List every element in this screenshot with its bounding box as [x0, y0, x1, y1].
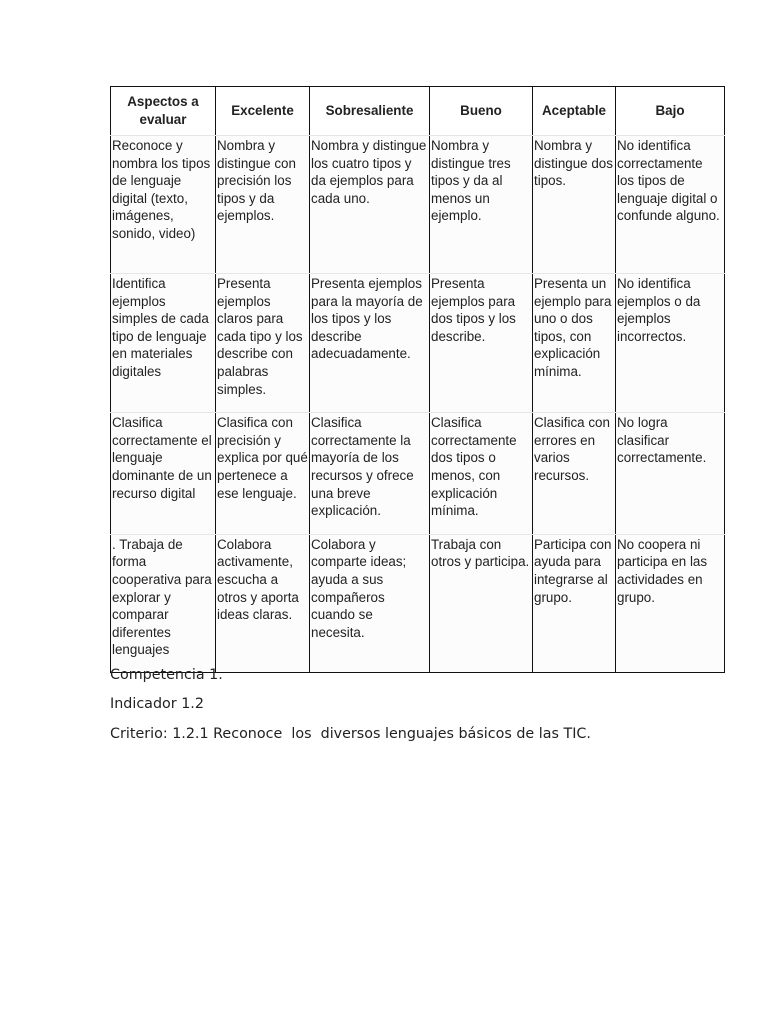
table-cell: Nombra y distingue tres tipos y da al menos un ejemplo. [430, 136, 533, 274]
table-cell: . Trabaja de forma cooperativa para explorar y comparar diferentes lenguajes [111, 534, 216, 672]
table-cell: No identifica correctamente los tipos de lenguaje digital o confunde alguno. [616, 136, 725, 274]
header-sobresaliente: Sobresaliente [310, 87, 430, 136]
table-header-row [111, 87, 725, 136]
table-cell: Nombra y distingue dos tipos. [533, 136, 616, 274]
table-cell: Clasifica correctamente dos tipos o menos, con explicación mínima. [430, 413, 533, 535]
indicador-line: Indicador 1.2 [110, 696, 204, 712]
table-cell: Identifica ejemplos simples de cada tipo de lenguaje en materiales digitales [111, 274, 216, 413]
table-cell: Presenta un ejemplo para uno o dos tipos, con explicación mínima. [533, 274, 616, 413]
table-cell: Clasifica correctamente el lenguaje dominante de un recurso digital [111, 413, 216, 535]
criterio-line: Criterio: 1.2.1 Reconoce los diversos lenguajes básicos de las TIC. [110, 726, 591, 742]
header-aceptable: Aceptable [533, 87, 616, 136]
table-cell: Nombra y distingue con precisión los tipos y da ejemplos. [216, 136, 310, 274]
table-cell: Clasifica con errores en varios recursos. [533, 413, 616, 535]
rubric-table [110, 86, 725, 673]
table-cell: Clasifica correctamente la mayoría de los recursos y ofrece una breve explicación. [310, 413, 430, 535]
header-bueno: Bueno [430, 87, 533, 136]
table-row [111, 274, 725, 413]
header-excelente: Excelente [216, 87, 310, 136]
table-cell: Clasifica con precisión y explica por qué pertenece a ese lenguaje. [216, 413, 310, 535]
table-row [111, 413, 725, 535]
table-cell: No coopera ni participa en las actividades en grupo. [616, 534, 725, 672]
table-cell: Nombra y distingue los cuatro tipos y da ejemplos para cada uno. [310, 136, 430, 274]
table-cell: Reconoce y nombra los tipos de lenguaje digital (texto, imágenes, sonido, video) [111, 136, 216, 274]
table-cell: Presenta ejemplos claros para cada tipo y los describe con palabras simples. [216, 274, 310, 413]
table-cell: Trabaja con otros y participa. [430, 534, 533, 672]
header-aspectos: Aspectos a evaluar [111, 87, 216, 136]
table-cell: Colabora activamente, escucha a otros y aporta ideas claras. [216, 534, 310, 672]
table-cell: No identifica ejemplos o da ejemplos incorrectos. [616, 274, 725, 413]
competencia-line: Competencia 1. [110, 667, 223, 683]
table-row [111, 534, 725, 672]
table-cell: No logra clasificar correctamente. [616, 413, 725, 535]
table-cell: Participa con ayuda para integrarse al grupo. [533, 534, 616, 672]
header-bajo: Bajo [616, 87, 725, 136]
table-row [111, 136, 725, 274]
table-cell: Colabora y comparte ideas; ayuda a sus compañeros cuando se necesita. [310, 534, 430, 672]
table-cell: Presenta ejemplos para la mayoría de los tipos y los describe adecuadamente. [310, 274, 430, 413]
table-cell: Presenta ejemplos para dos tipos y los describe. [430, 274, 533, 413]
